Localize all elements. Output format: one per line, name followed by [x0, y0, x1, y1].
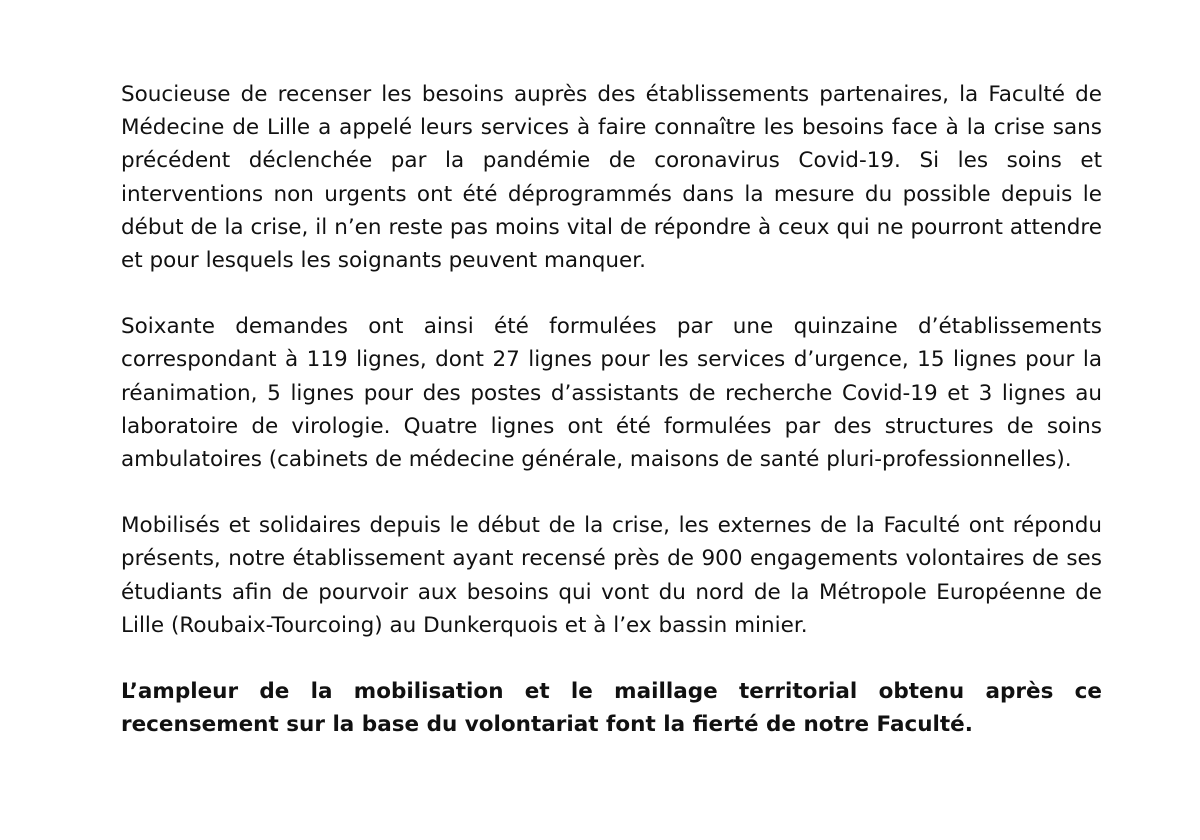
paragraph-conclusion: L’ampleur de la mobilisation et le maillage territorial obtenu après ce recensement sur la base du volontariat font la fierté de notre Faculté. [121, 679, 1102, 738]
paragraph-needs-survey: Soucieuse de recenser les besoins auprès des établissements partenaires, la Faculté de Médecine de Lille a appelé leurs services à faire connaître les besoins face à la crise sans précédent déclenchée par la pandémie de coronavirus Covid-19. Si les soins et interventions non urgents ont été déprogrammés dans la mesure du possible depuis le début de la crise, il n’en reste pas moins vital de répondre à ceux qui ne pourront attendre et pour lesquels les soignants peuvent manquer. [121, 82, 1102, 274]
paragraph-requests: Soixante demandes ont ainsi été formulées par une quinzaine d’établissements correspondant à 119 lignes, dont 27 lignes pour les services d’urgence, 15 lignes pour la réanimation, 5 lignes pour des postes d’assistants de recherche Covid-19 et 3 lignes au laboratoire de virologie. Quatre lignes ont été formulées par des structures de soins ambulatoires (cabinets de médecine générale, maisons de santé pluri-professionnelles). [121, 314, 1102, 473]
document-page [121, 78, 1102, 774]
paragraph-student-mobilization: Mobilisés et solidaires depuis le début de la crise, les externes de la Faculté ont répondu présents, notre établissement ayant recensé près de 900 engagements volontaires de ses étudiants afin de pourvoir aux besoins qui vont du nord de la Métropole Européenne de Lille (Roubaix-Tourcoing) au Dunkerquois et à l’ex bassin minier. [121, 513, 1102, 638]
